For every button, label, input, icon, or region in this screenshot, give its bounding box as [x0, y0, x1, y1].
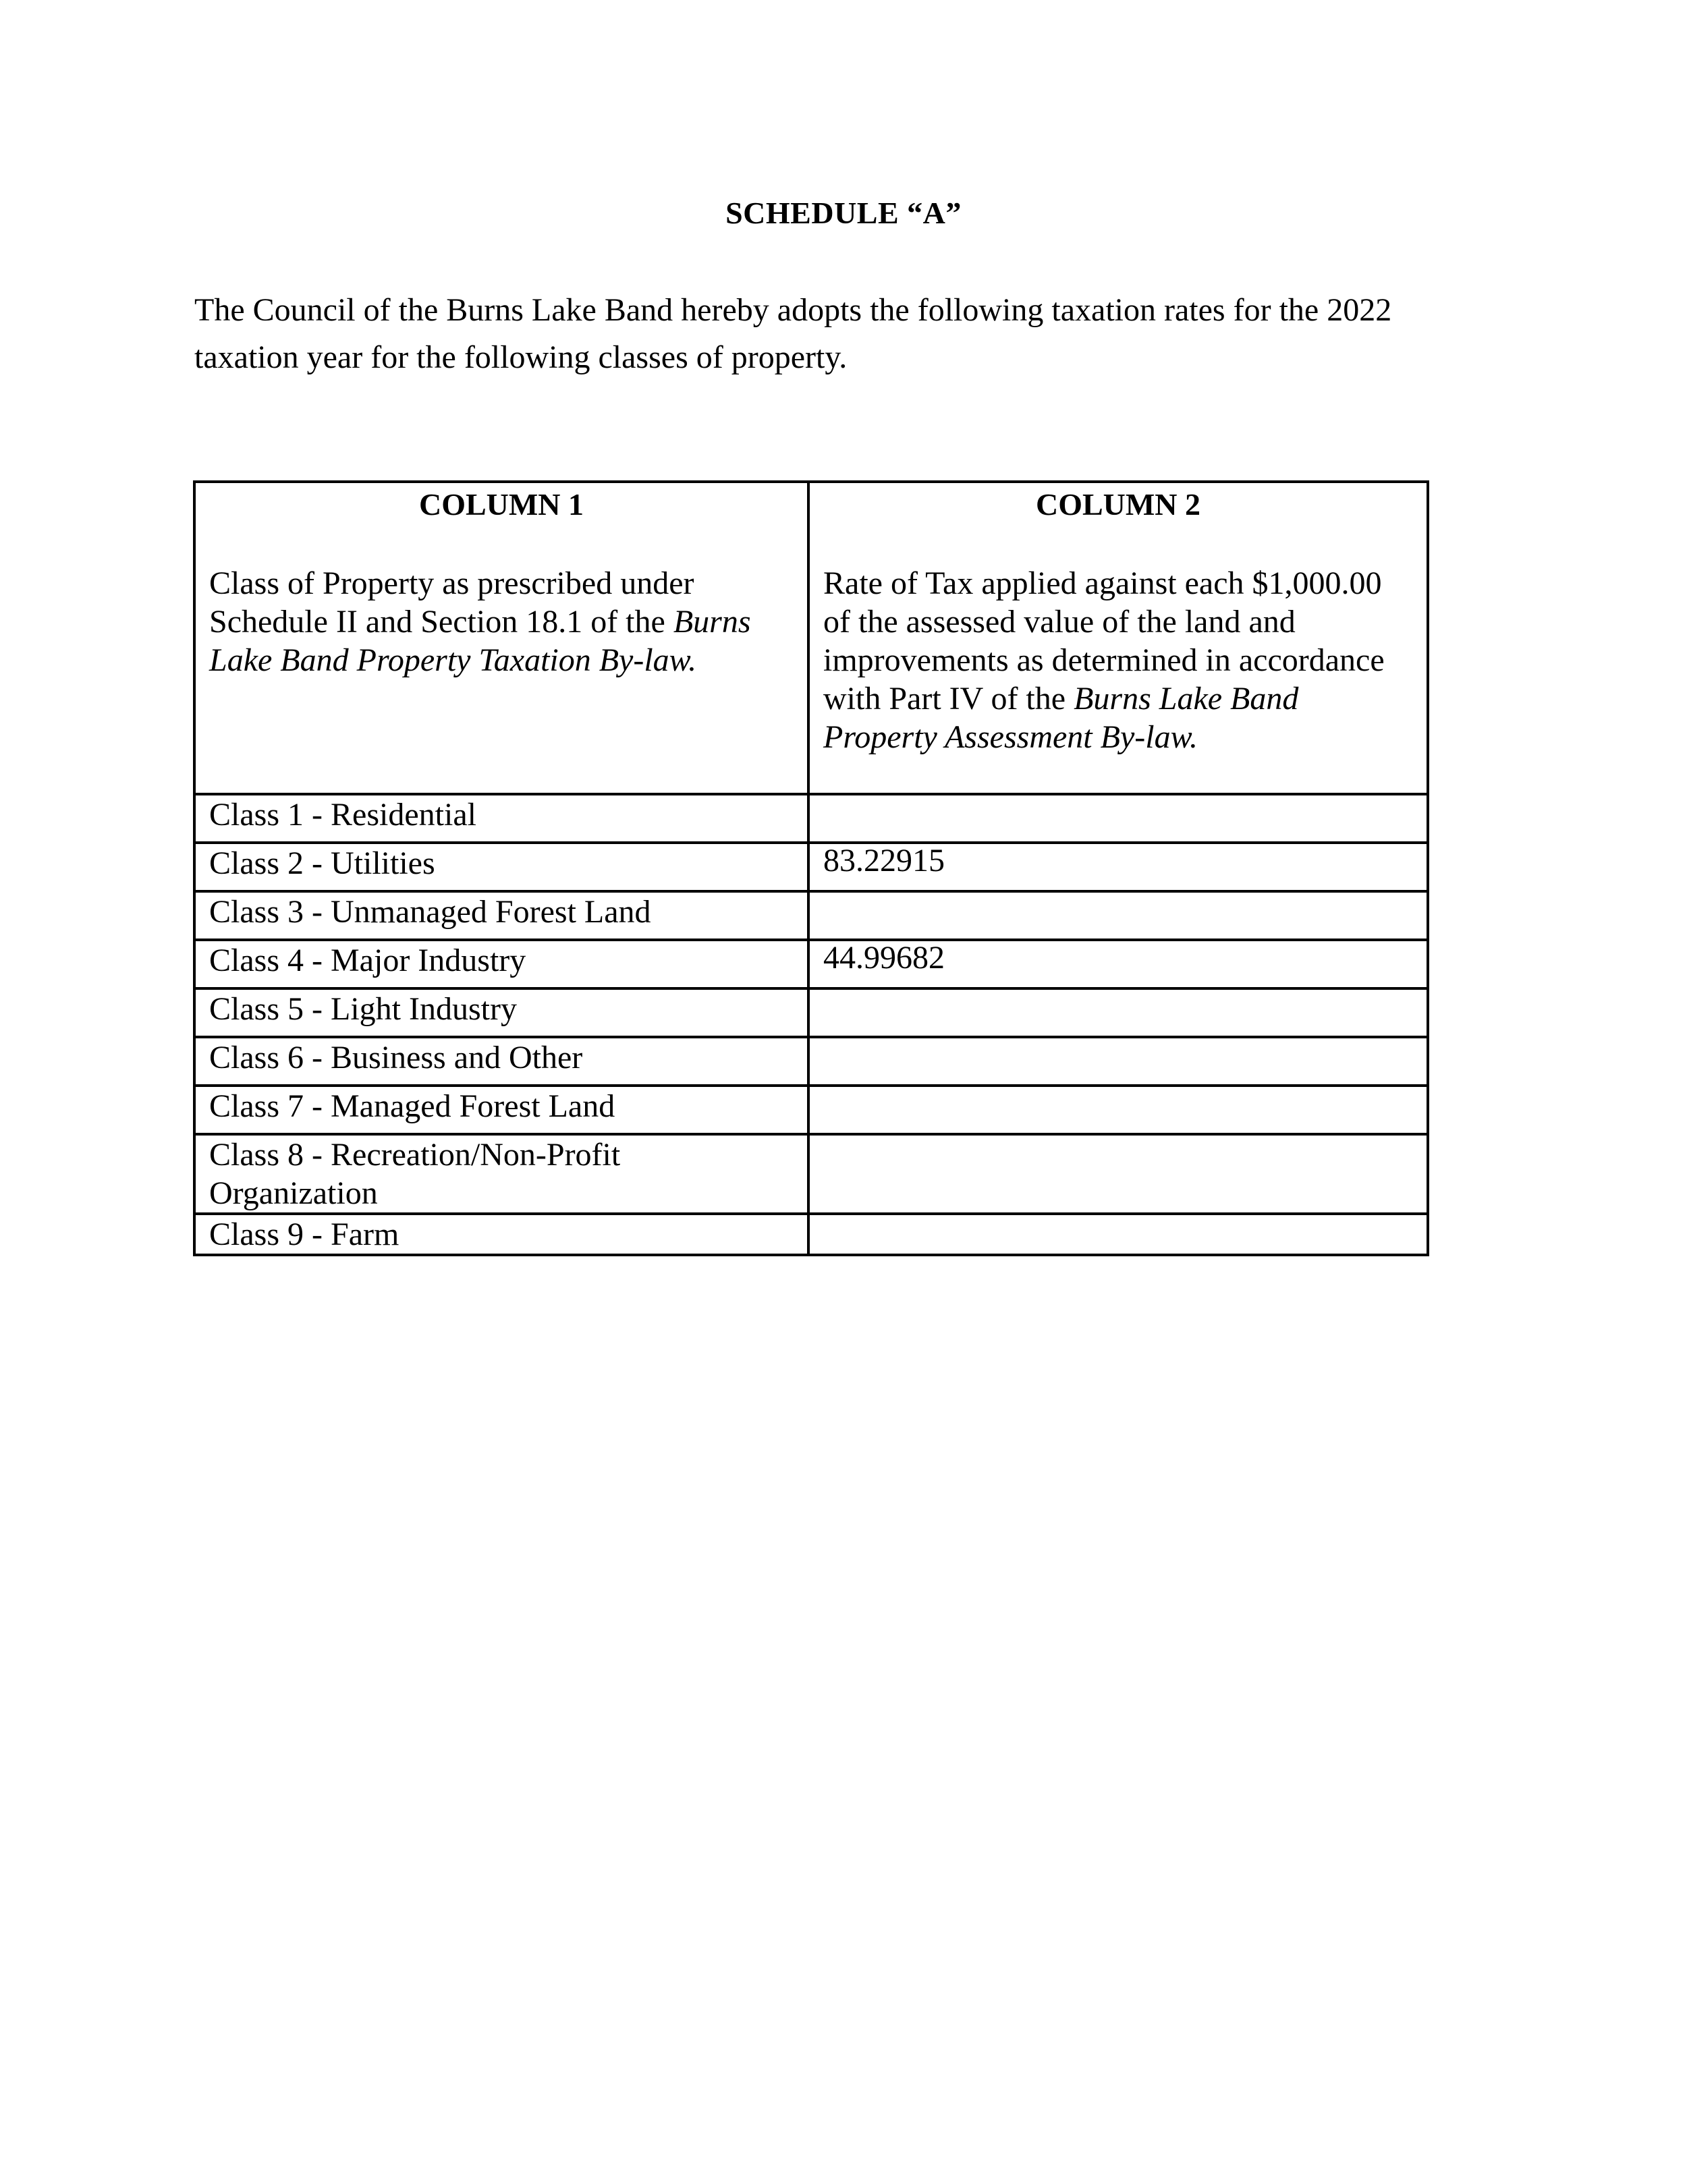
column1-bylaw-title: Burns Lake Band Property Taxation By-law. [209, 604, 751, 678]
table-row [194, 940, 1428, 988]
class-cell: Class 7 - Managed Forest Land [194, 1086, 808, 1134]
rate-cell [808, 891, 1428, 940]
table-row [194, 1214, 1428, 1255]
class-cell: Class 6 - Business and Other [194, 1037, 808, 1086]
rate-cell [808, 1134, 1428, 1214]
rate-value: 44.99682 [823, 940, 945, 976]
column2-description [823, 564, 1413, 756]
column1-header-cell [194, 482, 808, 794]
class-cell: Class 2 - Utilities [194, 843, 808, 891]
class-cell: Class 8 - Recreation/Non-Profit Organization [194, 1134, 808, 1214]
tax-rate-table [193, 480, 1429, 1256]
rate-cell [808, 940, 1428, 988]
class-cell: Class 4 - Major Industry [194, 940, 808, 988]
intro-paragraph: The Council of the Burns Lake Band hereby adopts the following taxation rates for the 2022 taxation year for the following classes of property. [194, 292, 1392, 375]
column1-description [209, 564, 794, 679]
table-row [194, 891, 1428, 940]
column2-bylaw-title: Burns Lake Band Property Assessment By-law. [823, 681, 1299, 755]
column1-heading: COLUMN 1 [418, 487, 584, 522]
rate-value: 83.22915 [823, 843, 945, 878]
table-header-row [194, 482, 1428, 794]
table-row [194, 1086, 1428, 1134]
column2-heading: COLUMN 2 [1035, 487, 1201, 522]
column1-description-text: Class of Property as prescribed under Schedule II and Section 18.1 of the [209, 565, 694, 640]
rate-cell [808, 843, 1428, 891]
class-cell: Class 5 - Light Industry [194, 988, 808, 1037]
class-cell: Class 1 - Residential [194, 794, 808, 843]
schedule-title: SCHEDULE “A” [725, 196, 962, 230]
column2-description-text: Rate of Tax applied against each $1,000.00 of the assessed value of the land and improvements as determined in accordance with Part IV of the [823, 565, 1385, 717]
rate-cell [808, 794, 1428, 843]
table-row [194, 1134, 1428, 1214]
rate-cell [808, 1037, 1428, 1086]
table-row [194, 988, 1428, 1037]
rate-cell [808, 1214, 1428, 1255]
class-cell: Class 9 - Farm [194, 1214, 808, 1255]
table-row [194, 1037, 1428, 1086]
column2-header-cell [808, 482, 1428, 794]
class-cell: Class 3 - Unmanaged Forest Land [194, 891, 808, 940]
table-row [194, 794, 1428, 843]
table-row [194, 843, 1428, 891]
rate-cell [808, 988, 1428, 1037]
rate-cell [808, 1086, 1428, 1134]
